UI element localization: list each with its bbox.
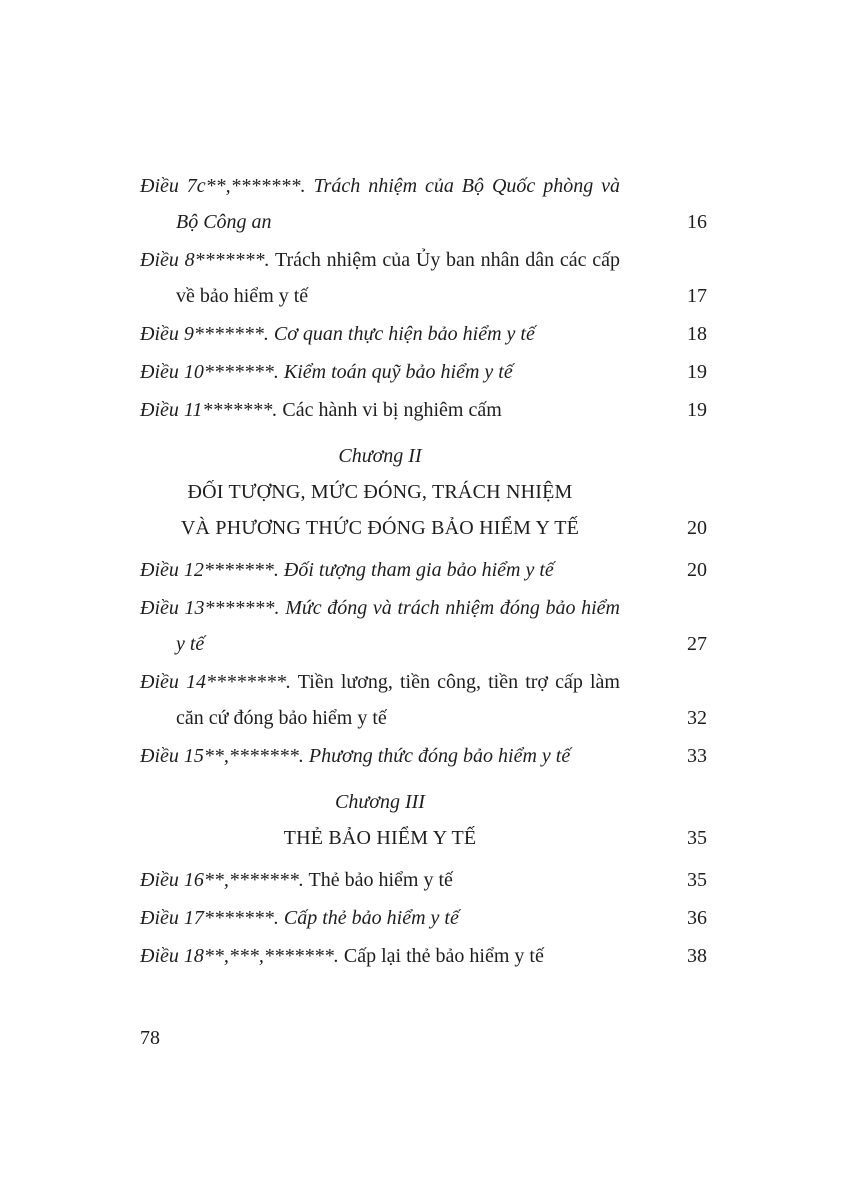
- page-number: 19: [687, 361, 707, 383]
- article-title: Cấp thẻ bảo hiểm y tế: [283, 907, 459, 929]
- chapter-label: Chương II: [338, 445, 422, 467]
- page-number: 17: [687, 285, 707, 307]
- article-label: Điều 12*******.: [140, 559, 279, 581]
- toc-entry-text: [140, 392, 620, 428]
- chapter-title-line: VÀ PHƯƠNG THỨC ĐÓNG BẢO HIỂM Y TẾ: [180, 517, 580, 539]
- article-label: Điều 9*******.: [140, 323, 269, 345]
- toc-entry: [140, 590, 707, 662]
- toc-entry: [140, 354, 707, 390]
- article-label: Điều 7c**,*******.: [140, 175, 306, 197]
- article-title: Các hành vi bị nghiêm cấm: [282, 399, 502, 421]
- article-label: Điều 13*******.: [140, 597, 280, 619]
- article-label: Điều 11*******.: [140, 399, 278, 421]
- toc-entry-text: [140, 168, 620, 240]
- article-title: Đối tượng tham gia bảo hiểm y tế: [283, 559, 554, 581]
- article-label: Điều 8*******.: [140, 249, 270, 271]
- toc-entry-text: [140, 862, 620, 898]
- page-number: 16: [687, 211, 707, 233]
- article-label: Điều 17*******.: [140, 907, 279, 929]
- toc-entry-text: [140, 738, 620, 774]
- chapter-title-line: ĐỐI TƯỢNG, MỨC ĐÓNG, TRÁCH NHIỆM: [187, 481, 573, 503]
- toc-entry: [140, 552, 707, 588]
- toc-entry: [140, 862, 707, 898]
- page-number: 33: [687, 745, 707, 767]
- article-label: Điều 18**,***,*******.: [140, 945, 339, 967]
- article-title: Cơ quan thực hiện bảo hiểm y tế: [273, 323, 535, 345]
- footer-page-number: 78: [140, 1027, 160, 1049]
- page-number: 35: [687, 827, 707, 849]
- article-label: Điều 16**,*******.: [140, 869, 304, 891]
- article-label: Điều 14********.: [140, 671, 292, 693]
- article-title: Thẻ bảo hiểm y tế: [308, 869, 453, 891]
- chapter-heading: [140, 438, 707, 546]
- page-number: 32: [687, 707, 707, 729]
- page-number: 20: [687, 517, 707, 539]
- page-number: 38: [687, 945, 707, 967]
- chapter-heading: [140, 784, 707, 856]
- table-of-contents: [140, 168, 707, 974]
- article-title: Trách nhiệm của Bộ Quốc phòng và Bộ Công an: [176, 175, 620, 233]
- article-title: Phương thức đóng bảo hiểm y tế: [308, 745, 571, 767]
- toc-entry-text: [140, 316, 620, 352]
- toc-entry-text: [140, 664, 620, 736]
- toc-entry-text: [140, 354, 620, 390]
- toc-entry: [140, 664, 707, 736]
- toc-entry-text: [140, 938, 620, 974]
- article-title: Cấp lại thẻ bảo hiểm y tế: [343, 945, 544, 967]
- chapter-title-line: THẺ BẢO HIỂM Y TẾ: [283, 827, 477, 849]
- article-label: Điều 15**,*******.: [140, 745, 304, 767]
- toc-entry: [140, 938, 707, 974]
- article-title: Kiểm toán quỹ bảo hiểm y tế: [283, 361, 513, 383]
- toc-entry: [140, 316, 707, 352]
- page-number: 35: [687, 869, 707, 891]
- page-number: 27: [687, 633, 707, 655]
- toc-entry-text: [140, 590, 620, 662]
- page-number: 18: [687, 323, 707, 345]
- toc-entry-text: [140, 900, 620, 936]
- page-number: 19: [687, 399, 707, 421]
- article-title: Tiền lương, tiền công, tiền trợ cấp làm căn cứ đóng bảo hiểm y tế: [176, 671, 620, 729]
- page-number: 20: [687, 559, 707, 581]
- article-title: Trách nhiệm của Ủy ban nhân dân các cấp về bảo hiểm y tế: [176, 249, 620, 307]
- article-label: Điều 10*******.: [140, 361, 279, 383]
- toc-entry-text: [140, 242, 620, 314]
- toc-entry-text: [140, 552, 620, 588]
- toc-entry: [140, 900, 707, 936]
- toc-entry: [140, 168, 707, 240]
- toc-entry: [140, 392, 707, 428]
- toc-entry: [140, 738, 707, 774]
- toc-entry: [140, 242, 707, 314]
- page-number: 36: [687, 907, 707, 929]
- article-title: Mức đóng và trách nhiệm đóng bảo hiểm y tế: [176, 597, 621, 655]
- chapter-label: Chương III: [335, 791, 425, 813]
